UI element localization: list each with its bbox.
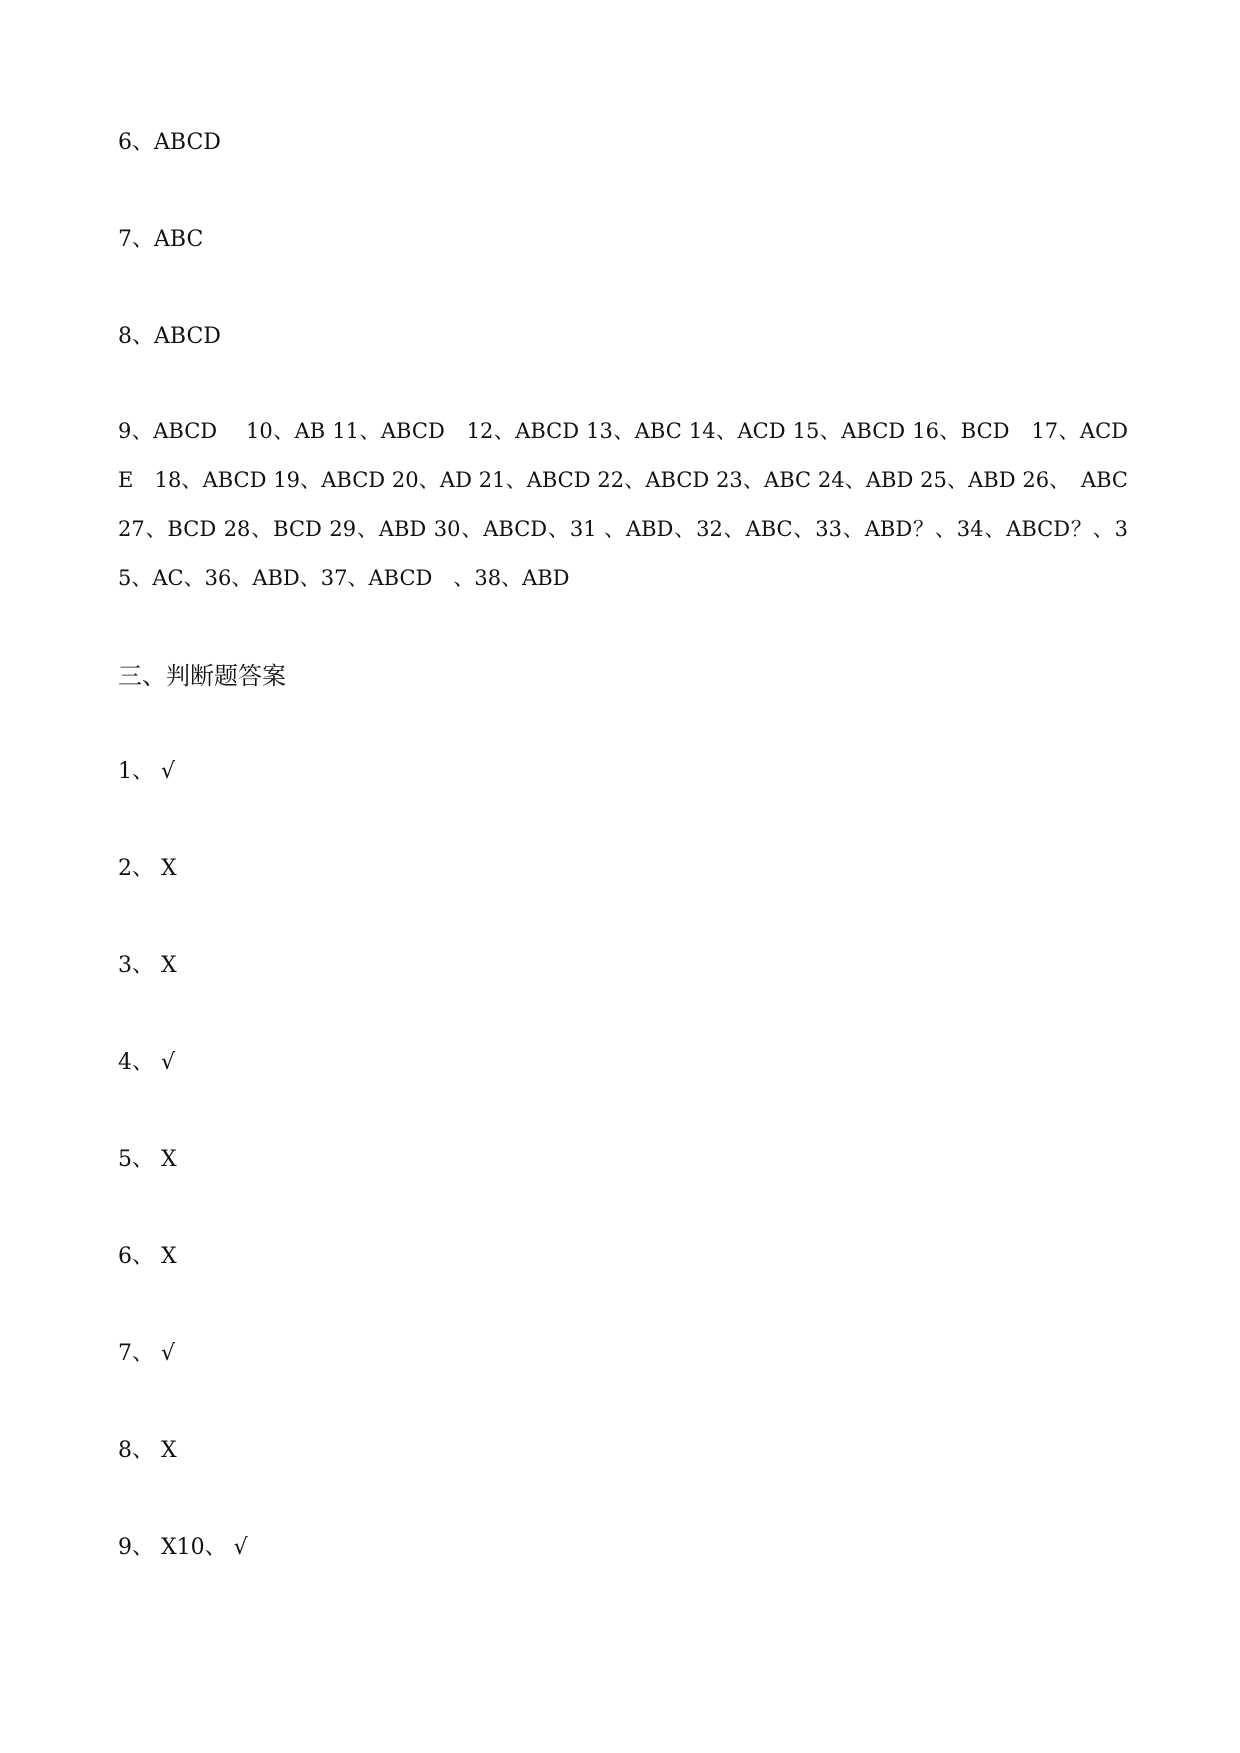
tf-answer-2: 2、 X — [118, 856, 177, 881]
answer-line-7: 7、ABC — [118, 227, 204, 252]
tf-answer-8: 8、 X — [118, 1438, 177, 1463]
tf-answer-4: 4、 √ — [118, 1050, 176, 1075]
section-heading-true-false: 三、判断题答案 — [118, 662, 286, 690]
tf-answer-6: 6、 X — [118, 1244, 177, 1269]
tf-answer-3: 3、 X — [118, 953, 177, 978]
tf-answer-9-10: 9、 X10、 √ — [118, 1535, 248, 1560]
tf-answer-1: 1、 √ — [118, 759, 176, 784]
tf-answer-5: 5、 X — [118, 1147, 177, 1172]
tf-answer-7: 7、 √ — [118, 1341, 176, 1366]
answer-paragraph-9-38: 9、ABCD 10、AB 11、ABCD 12、ABCD 13、ABC 14、ACD 15、ABCD 16、BCD 17、ACDE 18、ABCD 19、ABCD 20、AD 21、ABCD 22、ABCD 23、ABC 24、ABD 25、ABD 26、 ABC 27、BCD 28、BCD 29、ABD 30、ABCD、31 、ABD、32、ABC、33、ABD？、34、ABCD？、35、AC、36、ABD、37、ABCD 、38、ABD — [118, 419, 1128, 590]
answer-line-8: 8、ABCD — [118, 324, 221, 349]
answer-line-6: 6、ABCD — [118, 130, 221, 155]
